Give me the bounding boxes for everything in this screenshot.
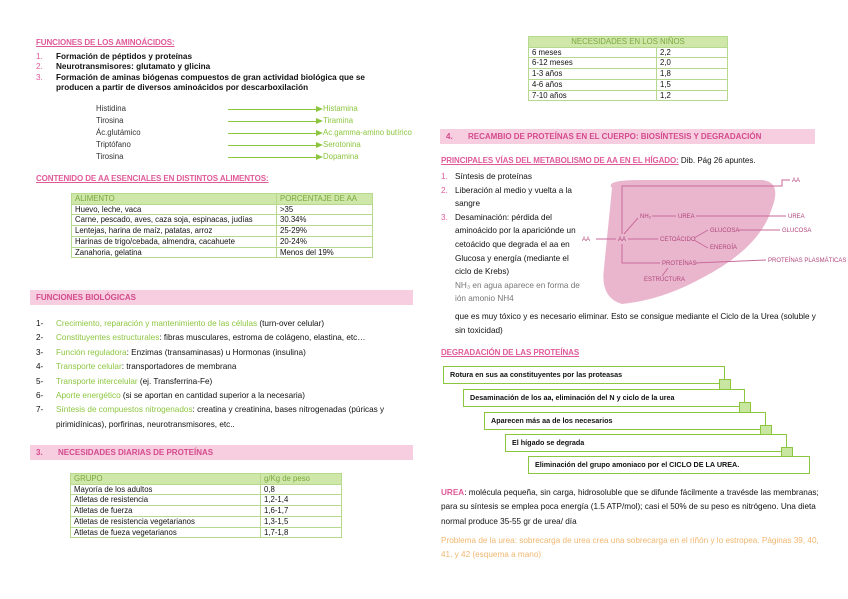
flow-row: Tirosina Dopamina (96, 152, 359, 161)
table-row: 7-10 años 1,2 (529, 90, 728, 101)
degradation-step: Aparecen más aa de los necesarios (484, 412, 766, 430)
diagram-label-plasmaticas: PROTEÍNAS PLASMÁTICAS (768, 258, 847, 264)
table-header-row: GRUPO g/Kg de peso (71, 474, 342, 485)
list-item: 5- Transporte intercelular (ej. Transferrina-Fe) (36, 376, 213, 386)
list-item: 1- Crecimiento, reparación y mantenimiento de las células (turn-over celular) (36, 319, 325, 328)
table-row: Harinas de trigo/cebada, almendra, cacahuete 20-24% (72, 236, 373, 247)
funciones-aa-list (36, 52, 396, 93)
arrow-right-icon (228, 103, 323, 115)
table-header-row: NECESIDADES EN LOS NIÑOS (529, 37, 728, 48)
urea-paragraph: UREA: molécula pequeña, sin carga, hidrosoluble que se difunde fácilmente a travésde las membranas; para su síntesis se emplea poca energía (1.5 ATP/mol); casi el 50% de su peso es nitrógeno. Una dieta normal produce 35-55 gr de urea/ día (441, 488, 819, 526)
table-row: 1-3 años 1,8 (529, 69, 728, 80)
list-item: 2. Neurotransmisores: glutamato y glicina (36, 62, 211, 72)
table-row: 4-6 años 1,5 (529, 79, 728, 90)
list-item: 3- Función reguladora: Enzimas (transaminasas) u Hormonas (insulina) (36, 347, 306, 357)
diagram-label-urea: UREA (678, 214, 695, 220)
ninos-table (528, 36, 728, 101)
contenido-table (71, 193, 373, 258)
flow-row: Tirosina Tiramina (96, 116, 354, 125)
table-row: Lentejas, harina de maíz, patatas, arroz 25-29% (72, 226, 373, 237)
list-item: 4- Transporte celular: transportadores de membrana (36, 362, 237, 372)
table-row: 6-12 meses 2,0 (529, 58, 728, 69)
degradation-step: El hígado se degrada (505, 434, 787, 452)
vias-continuation: que es muy tóxico y es necesario eliminar. Esto se consigue mediante el Ciclo de la Urea (soluble y sin toxicidad) (455, 312, 816, 335)
table-row: Huevo, leche, vaca >35 (72, 204, 373, 215)
section-bar-biologicas: FUNCIONES BIOLÓGICAS (30, 290, 413, 305)
arrow-right-icon (228, 151, 323, 163)
list-item: 6- Aporte energético (si se aportan en cantidad superior a la necesaria) (36, 391, 305, 401)
arrow-right-icon (228, 139, 323, 151)
flow-row: Histidina Histamina (96, 104, 358, 113)
table-row: 6 meses 2,2 (529, 47, 728, 58)
diagram-label-aa-top: AA (792, 178, 801, 184)
list-item: 7- Síntesis de compuestos nitrogenados: creatina y creatinina, bases nitrogenadas (púricas y pirimidínicas), porfirinas, neurotransmisores, etc.. (36, 405, 385, 429)
diagram-label-nh3: NH₃ (640, 214, 652, 220)
vias-heading: PRINCIPALES VÍAS DEL METABOLISMO DE AA EN EL HÍGADO: Dib. Pág 26 apuntes. (441, 156, 756, 165)
diagram-label-aa-left: AA (582, 237, 591, 243)
diagram-label-urea-right: UREA (788, 214, 805, 220)
diagram-label-glucosa: GLUCOSA (710, 228, 740, 234)
list-item: 1. Formación de péptidos y proteínas (36, 52, 193, 61)
flow-row: Ác.glutámico Ac.gamma-amino butírico (96, 128, 412, 137)
vias-list (441, 170, 581, 306)
urea-problem-note: Problema de la urea: sobrecarga de urea crea una sobrecarga en el riñón y lo estropea. Páginas 39, 40, 41, y 42 (esquema a mano) (441, 536, 819, 560)
table-row: Atletas de resistencia 1,2-1,4 (71, 495, 342, 506)
table-row: Mayoría de los adultos 0,8 (71, 484, 342, 495)
table-row: Atletas de resistencia vegetarianos 1,3-1,5 (71, 516, 342, 527)
degradation-step: Eliminación del grupo amoniaco por el CICLO DE LA UREA. (528, 456, 810, 474)
biologicas-list (36, 317, 412, 432)
list-item: 2. Liberación al medio y vuelta a la sangre (441, 185, 572, 209)
table-row: Atletas de fueza vegetarianos 1,7-1,8 (71, 527, 342, 538)
list-item: 3. Formación de aminas biógenas compuestos de gran actividad biológica que se producen a partir de diversos aminoácidos por descarboxilación (36, 72, 365, 92)
list-item: 2- Constituyentes estructurales: fibras musculares, estroma de colágeno, elastina, etc… (36, 333, 366, 343)
section-title-contenido: CONTENIDO DE AA ESENCIALES EN DISTINTOS ALIMENTOS: (36, 174, 269, 183)
section-title-funciones-aa: FUNCIONES DE LOS AMINOÁCIDOS: (36, 38, 175, 47)
degradation-step: Rotura en sus aa constituyentes por las proteasas (443, 366, 725, 384)
section-title-degradacion: DEGRADACIÓN DE LAS PROTEÍNAS (441, 348, 580, 357)
nh3-note: NH₃ en agua aparece en forma de ión amonio NH4 (455, 280, 580, 304)
degradation-step: Desaminación de los aa, eliminación del N y ciclo de la urea (463, 389, 745, 407)
diagram-label-energia: ENERGÍA (710, 245, 738, 251)
list-item: 1. Síntesis de proteínas (441, 172, 532, 181)
necesidades-table (70, 473, 342, 538)
table-row: Zanahoria, gelatina Menos del 19% (72, 247, 373, 258)
arrow-right-icon (228, 127, 323, 139)
section-bar-recambio: 4. RECAMBIO DE PROTEÍNAS EN EL CUERPO: BIOSÍNTESIS Y DEGRADACIÓN (440, 129, 815, 144)
arrow-right-icon (228, 115, 323, 127)
table-row: Carne, pescado, aves, caza soja, espinacas, judías 30.34% (72, 215, 373, 226)
diagram-label-estructura: ESTRUCTURA (644, 277, 686, 283)
list-item: 3. Desaminación: pérdida del aminoácido por la apariciónde un cetoácido que degrada el aa en Glucosa y energía (mediante el ciclo de Krebs) (441, 212, 576, 277)
flow-row: Triptófano Serotonina (96, 140, 361, 149)
table-header-row: ALIMENTO PORCENTAJE DE AA (72, 194, 373, 205)
diagram-label-aa-mid: AA (618, 237, 627, 243)
section-bar-necesidades: 3. NECESIDADES DIARIAS DE PROTEÍNAS (30, 445, 413, 460)
table-row: Atletas de fuerza 1,6-1,7 (71, 506, 342, 517)
liver-diagram (582, 168, 847, 310)
diagram-label-cetoacido: CETOÁCIDO (660, 237, 696, 243)
amine-flow (96, 103, 412, 163)
diagram-label-glucosa-right: GLUCOSA (782, 228, 812, 234)
diagram-label-proteinas: PROTEÍNAS (662, 261, 697, 267)
